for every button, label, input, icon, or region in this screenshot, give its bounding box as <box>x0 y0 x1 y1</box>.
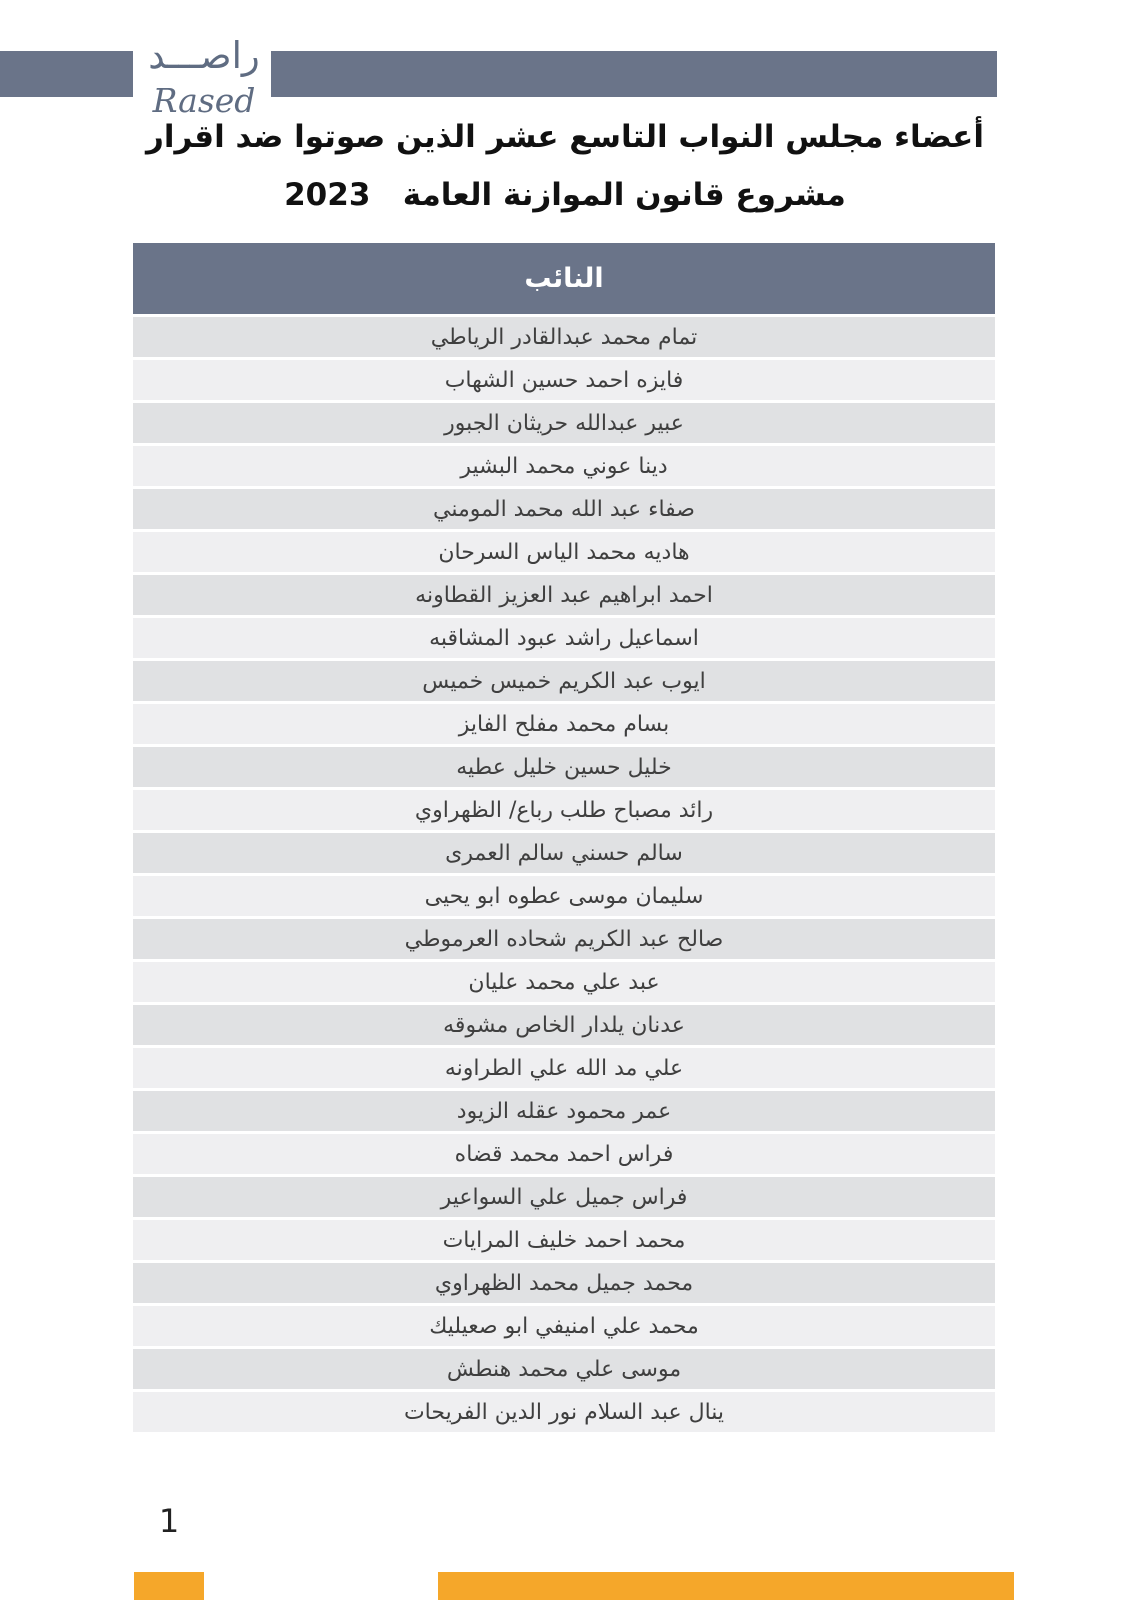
rased-logo-arabic: راصـــد <box>148 34 260 77</box>
footer-orange-square <box>134 1572 204 1600</box>
table-row: رائد مصباح طلب رباع/ الظهراوي <box>133 790 995 830</box>
table-row: دينا عوني محمد البشير <box>133 446 995 486</box>
table-body <box>133 317 995 1432</box>
header-left-bar <box>0 51 133 97</box>
table-row: عدنان يلدار الخاص مشوقه <box>133 1005 995 1045</box>
table-row: ايوب عبد الكريم خميس خميس <box>133 661 995 701</box>
table-header-label: النائب <box>524 263 604 294</box>
table-row: محمد علي امنيفي ابو صعيليك <box>133 1306 995 1346</box>
page-title <box>133 108 997 224</box>
table-row: خليل حسين خليل عطيه <box>133 747 995 787</box>
table-row: هاديه محمد الياس السرحان <box>133 532 995 572</box>
table-row: فايزه احمد حسين الشهاب <box>133 360 995 400</box>
table-row: بسام محمد مفلح الفايز <box>133 704 995 744</box>
table-row: عبير عبدالله حريثان الجبور <box>133 403 995 443</box>
deputies-table <box>133 243 995 1435</box>
table-row: ينال عبد السلام نور الدين الفريحات <box>133 1392 995 1432</box>
footer-orange-bar <box>438 1572 1014 1600</box>
table-row: سليمان موسى عطوه ابو يحيى <box>133 876 995 916</box>
table-row: احمد ابراهيم عبد العزيز القطاونه <box>133 575 995 615</box>
page-title-line1: أعضاء مجلس النواب التاسع عشر الذين صوتوا ضد اقرار <box>146 119 984 155</box>
table-row: صفاء عبد الله محمد المومني <box>133 489 995 529</box>
table-row: فراس احمد محمد قضاه <box>133 1134 995 1174</box>
table-header-row <box>133 243 995 314</box>
header-right-bar <box>271 51 997 97</box>
rased-logo <box>136 26 272 118</box>
table-row: اسماعيل راشد عبود المشاقبه <box>133 618 995 658</box>
table-row: علي مد الله علي الطراونه <box>133 1048 995 1088</box>
table-row: تمام محمد عبدالقادر الرياطي <box>133 317 995 357</box>
table-row: محمد احمد خليف المرايات <box>133 1220 995 1260</box>
table-row: عمر محمود عقله الزيود <box>133 1091 995 1131</box>
table-row: محمد جميل محمد الظهراوي <box>133 1263 995 1303</box>
table-row: صالح عبد الكريم شحاده العرموطي <box>133 919 995 959</box>
table-row: سالم حسني سالم العمرى <box>133 833 995 873</box>
table-row: موسى علي محمد هنطش <box>133 1349 995 1389</box>
rased-logo-latin: Rased <box>152 81 256 120</box>
table-row: فراس جميل علي السواعير <box>133 1177 995 1217</box>
page-number: 1 <box>158 1502 180 1540</box>
table-row: عبد علي محمد عليان <box>133 962 995 1002</box>
page-title-line2: مشروع قانون الموازنة العامة 2023 <box>284 177 846 213</box>
